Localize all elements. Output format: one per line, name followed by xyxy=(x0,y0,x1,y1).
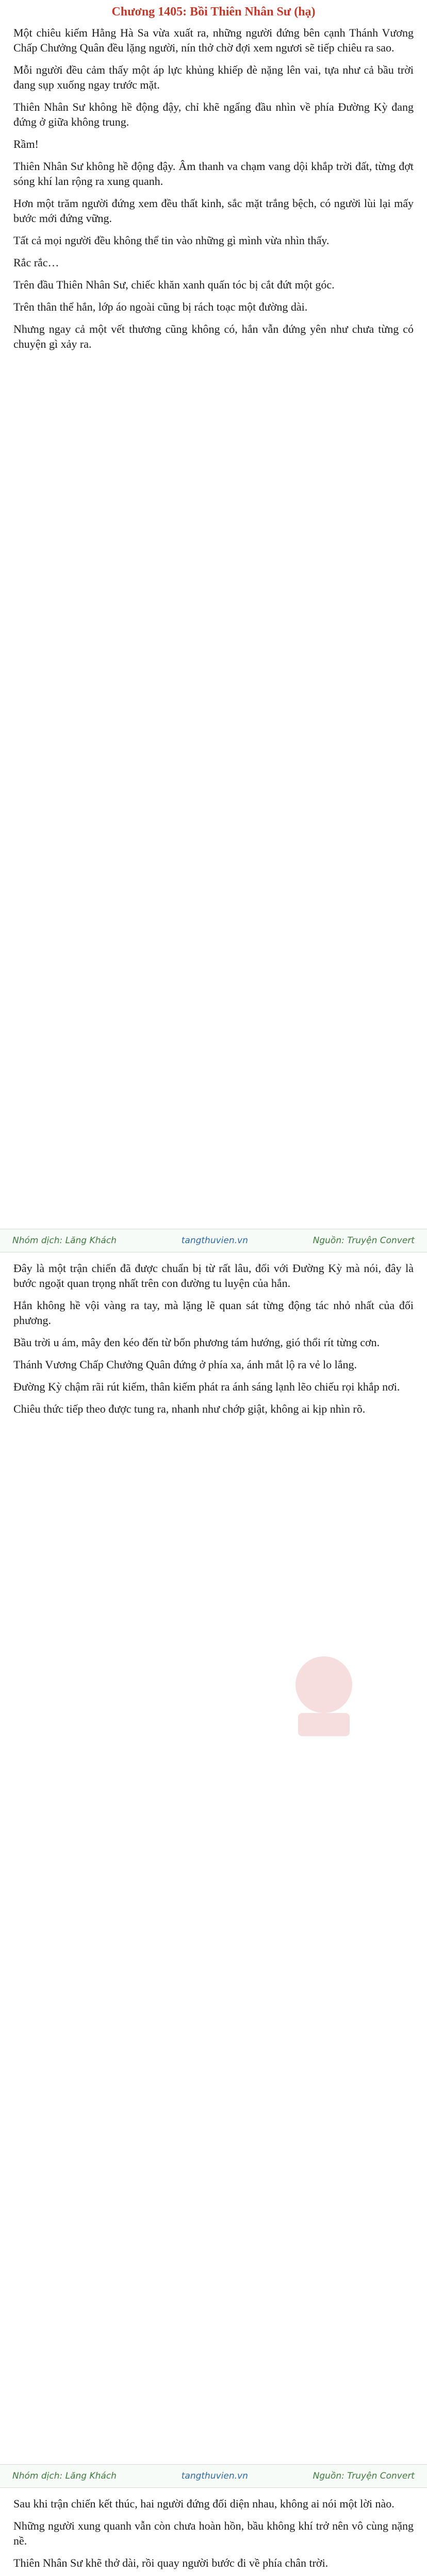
footer-site-link[interactable]: tangthuvien.vn xyxy=(181,2471,248,2481)
paragraph: Hắn không hề vội vàng ra tay, mà lặng lẽ quan sát từng động tác nhỏ nhất của đối phương. xyxy=(13,1299,414,1327)
paragraph: Nhưng ngay cả một vết thương cũng không có, hắn vẫn đứng yên như chưa từng có chuyện gì xảy ra. xyxy=(13,323,414,350)
paragraph: Trên thân thể hắn, lớp áo ngoài cũng bị rách toạc một đường dài. xyxy=(13,300,308,313)
footer-source: Nguồn: Truyện Convert xyxy=(313,1235,415,1246)
paragraph: Đường Kỳ chậm rãi rút kiếm, thân kiếm phát ra ánh sáng lạnh lẽo chiếu rọi khắp nơi. xyxy=(13,1380,400,1393)
paragraph: Sau khi trận chiến kết thúc, hai người đứng đối diện nhau, không ai nói một lời nào. xyxy=(13,2497,395,2510)
footer-translator: Nhóm dịch: Lăng Khách xyxy=(12,2471,117,2481)
paragraph: Rắc rắc… xyxy=(13,256,59,269)
paragraph: Một chiêu kiếm Hằng Hà Sa vừa xuất ra, những người đứng bên cạnh Thánh Vương Chấp Chưởng Quân đều lặng người, nín thở chờ đợi xem ngươi sẽ tiếp chiêu ra sao. xyxy=(13,26,414,54)
text-section xyxy=(0,2496,427,2576)
paragraph: Thiên Nhân Sư không hề động đậy, chỉ khẽ ngẩng đầu nhìn về phía Đường Kỳ đang đứng ở giữa không trung. xyxy=(13,100,414,128)
paragraph: Rầm! xyxy=(13,138,39,150)
chapter-title: Chương 1405: Bồi Thiên Nhân Sư (hạ) xyxy=(111,5,316,19)
page-footer xyxy=(0,1229,427,1252)
paragraph: Mỗi người đều cảm thấy một áp lực khủng khiếp đè nặng lên vai, tựa như cả bầu trời đang sụp xuống ngay trước mặt. xyxy=(13,63,414,91)
footer-translator: Nhóm dịch: Lăng Khách xyxy=(12,1235,117,1246)
paragraph: Chiêu thức tiếp theo được tung ra, nhanh như chớp giật, không ai kịp nhìn rõ. xyxy=(13,1402,366,1415)
paragraph: Những người xung quanh vẫn còn chưa hoàn hồn, bầu không khí trở nên vô cùng nặng nề. xyxy=(13,2519,414,2547)
paragraph: Đây là một trận chiến đã được chuẩn bị từ rất lâu, đối với Đường Kỳ mà nói, đây là bước ngoặt quan trọng nhất trên con đường tu luyện của hắn. xyxy=(13,1262,414,1290)
page-footer xyxy=(0,2464,427,2488)
paragraph: Thánh Vương Chấp Chưởng Quân đứng ở phía xa, ánh mắt lộ ra vẻ lo lắng. xyxy=(13,1358,357,1371)
paragraph: Thiên Nhân Sư khẽ thở dài, rồi quay người bước đi về phía chân trời. xyxy=(13,2556,329,2569)
footer-source: Nguồn: Truyện Convert xyxy=(313,2471,415,2481)
paragraph: Hơn một trăm người đứng xem đều thất kinh, sắc mặt trắng bệch, có người lùi lại mấy bước mới đứng vững. xyxy=(13,197,414,225)
paragraph: Trên đầu Thiên Nhân Sư, chiếc khăn xanh quấn tóc bị cắt đứt một góc. xyxy=(13,278,335,291)
paragraph: Thiên Nhân Sư không hề động đậy. Âm thanh va chạm vang dội khắp trời đất, từng đợt sóng khí lan rộng ra xung quanh. xyxy=(13,160,414,188)
footer-site-link[interactable]: tangthuvien.vn xyxy=(181,1235,248,1246)
text-section xyxy=(0,1261,427,2461)
paragraph: Tất cả mọi người đều không thể tin vào những gì mình vừa nhìn thấy. xyxy=(13,234,330,247)
text-section xyxy=(0,25,427,1226)
paragraph: Bầu trời u ám, mây đen kéo đến từ bốn phương tám hướng, gió thổi rít từng cơn. xyxy=(13,1336,380,1349)
